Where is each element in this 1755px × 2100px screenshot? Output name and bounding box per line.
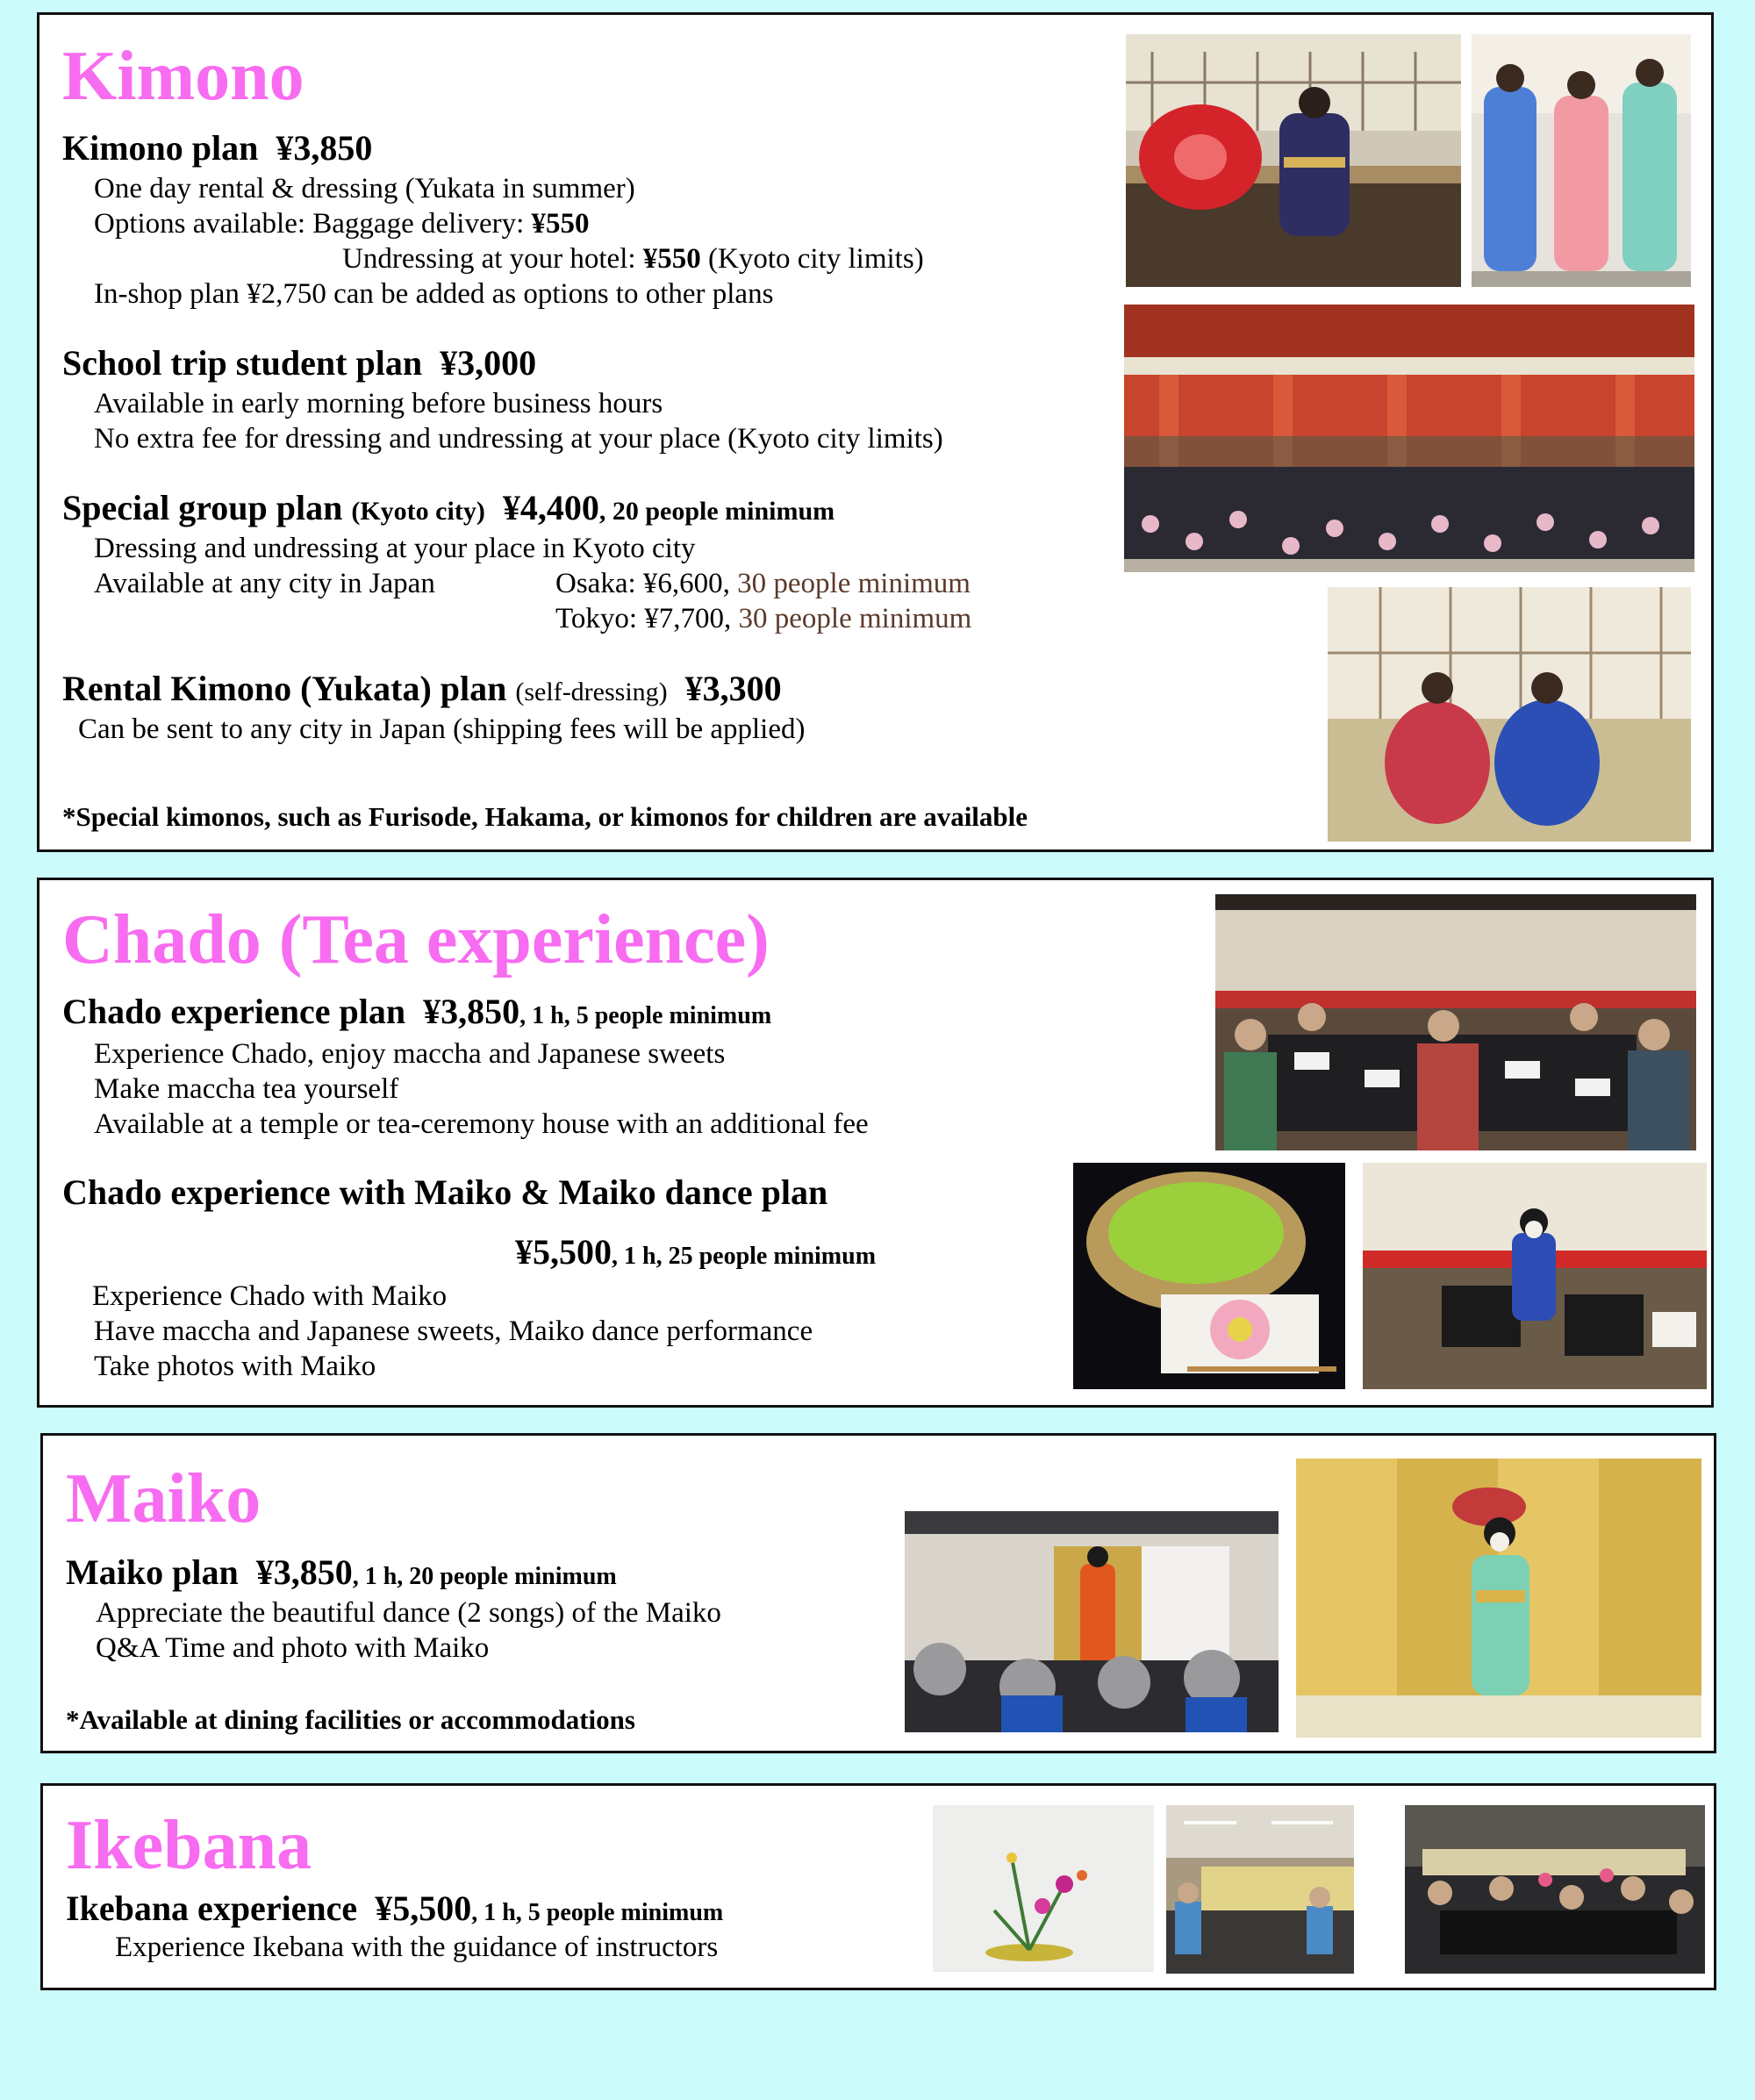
tokyo-price: Tokyo: ¥7,700,	[555, 603, 739, 634]
chado-maiko-plan-title: Chado experience with Maiko & Maiko dance plan	[62, 1172, 828, 1212]
option-label: Options available: Baggage delivery:	[94, 208, 532, 240]
osaka-minimum: 30 people minimum	[737, 568, 971, 599]
maiko-section	[40, 1433, 1716, 1753]
kimono-section	[37, 12, 1714, 852]
chado-heading: Chado (Tea experience)	[62, 901, 770, 978]
chado-maiko-line-3: Take photos with Maiko	[94, 1351, 376, 1382]
plan-detail: , 20 people minimum	[598, 497, 835, 526]
chado-maiko-plan-price	[515, 1232, 877, 1272]
ikebana-plan-title	[66, 1891, 723, 1926]
kimono-photo-three-women	[1472, 34, 1691, 287]
plan-detail: , 1 h, 25 people minimum	[612, 1243, 877, 1270]
school-trip-line-2: No extra fee for dressing and undressing at your place (Kyoto city limits)	[94, 423, 943, 455]
osaka-price-line	[555, 570, 971, 598]
ikebana-line-1: Experience Ikebana with the guidance of instructors	[115, 1932, 719, 1963]
plan-detail: , 1 h, 5 people minimum	[519, 1002, 772, 1029]
school-trip-line-1: Available in early morning before business hours	[94, 388, 663, 419]
option-price: ¥550	[531, 208, 590, 240]
kimono-line-3	[342, 245, 924, 274]
plan-qualifier: (self-dressing)	[515, 677, 668, 706]
chado-photo-maiko-tea	[1363, 1163, 1707, 1389]
plan-price: ¥4,400	[502, 488, 599, 527]
plan-price: ¥3,850	[276, 128, 373, 168]
plan-name: Kimono plan	[62, 128, 259, 168]
plan-name: Maiko plan	[66, 1552, 239, 1592]
kimono-plan-title	[62, 128, 373, 168]
ikebana-photo-arrangement	[933, 1805, 1154, 1972]
maiko-photo-dance	[1296, 1459, 1701, 1738]
kimono-note: *Special kimonos, such as Furisode, Hakama, or kimonos for children are available	[62, 801, 1028, 832]
plan-detail: , 1 h, 20 people minimum	[352, 1563, 617, 1590]
plan-price: ¥3,850	[255, 1552, 353, 1592]
special-group-plan-title	[62, 488, 835, 527]
plan-name: Special group plan	[62, 488, 343, 527]
kimono-photo-tatami-room	[1328, 587, 1691, 842]
ikebana-heading: Ikebana	[66, 1807, 312, 1884]
plan-price: ¥5,500	[375, 1889, 472, 1928]
maiko-note: *Available at dining facilities or accommodations	[66, 1704, 635, 1735]
kimono-line-1: One day rental & dressing (Yukata in summer)	[94, 173, 635, 204]
plan-price: ¥5,500	[515, 1232, 612, 1272]
chado-photo-group-tea	[1215, 894, 1696, 1150]
ikebana-photo-classroom-1	[1166, 1805, 1354, 1974]
maiko-line-1: Appreciate the beautiful dance (2 songs) of the Maiko	[96, 1597, 721, 1629]
maiko-line-2: Q&A Time and photo with Maiko	[96, 1632, 490, 1664]
school-trip-plan-title	[62, 343, 537, 383]
kimono-line-4: In-shop plan ¥2,750 can be added as options to other plans	[94, 278, 774, 310]
chado-maiko-line-2: Have maccha and Japanese sweets, Maiko dance performance	[94, 1315, 813, 1347]
chado-line-2: Make maccha tea yourself	[94, 1073, 399, 1105]
plan-price: ¥3,300	[684, 669, 782, 708]
chado-maiko-line-1: Experience Chado with Maiko	[92, 1280, 448, 1312]
maiko-heading: Maiko	[66, 1460, 261, 1537]
tokyo-price-line	[555, 605, 971, 634]
plan-detail: , 1 h, 5 people minimum	[471, 1899, 724, 1926]
option-label: Undressing at your hotel:	[342, 243, 643, 275]
chado-section	[37, 878, 1714, 1408]
plan-name: Rental Kimono (Yukata) plan	[62, 669, 507, 708]
plan-price: ¥3,850	[423, 992, 520, 1031]
osaka-price: Osaka: ¥6,600,	[555, 568, 738, 599]
rental-kimono-line-1: Can be sent to any city in Japan (shipping fees will be applied)	[78, 713, 806, 745]
maiko-plan-title	[66, 1552, 617, 1592]
chado-photo-matcha	[1073, 1163, 1345, 1389]
plan-price: ¥3,000	[440, 343, 537, 383]
chado-line-3: Available at a temple or tea-ceremony house with an additional fee	[94, 1108, 869, 1140]
chado-line-1: Experience Chado, enjoy maccha and Japanese sweets	[94, 1038, 726, 1070]
option-price: ¥550	[642, 243, 701, 275]
tokyo-minimum: 30 people minimum	[738, 603, 972, 634]
plan-name: School trip student plan	[62, 343, 423, 383]
option-note: (Kyoto city limits)	[700, 243, 924, 275]
kimono-photo-shrine-group	[1124, 305, 1694, 572]
rental-kimono-plan-title	[62, 671, 782, 706]
kimono-heading: Kimono	[62, 38, 304, 115]
maiko-photo-audience	[905, 1511, 1279, 1732]
chado-plan-title	[62, 994, 771, 1029]
plan-qualifier: (Kyoto city)	[351, 497, 485, 526]
special-group-line-1: Dressing and undressing at your place in Kyoto city	[94, 533, 696, 564]
ikebana-section	[40, 1783, 1716, 1990]
kimono-photo-umbrella	[1126, 34, 1461, 287]
special-group-line-2: Available at any city in Japan	[94, 568, 435, 599]
kimono-line-2	[94, 210, 590, 239]
ikebana-photo-classroom-2	[1405, 1805, 1705, 1974]
plan-name: Ikebana experience	[66, 1889, 358, 1928]
plan-name: Chado experience plan	[62, 992, 406, 1031]
